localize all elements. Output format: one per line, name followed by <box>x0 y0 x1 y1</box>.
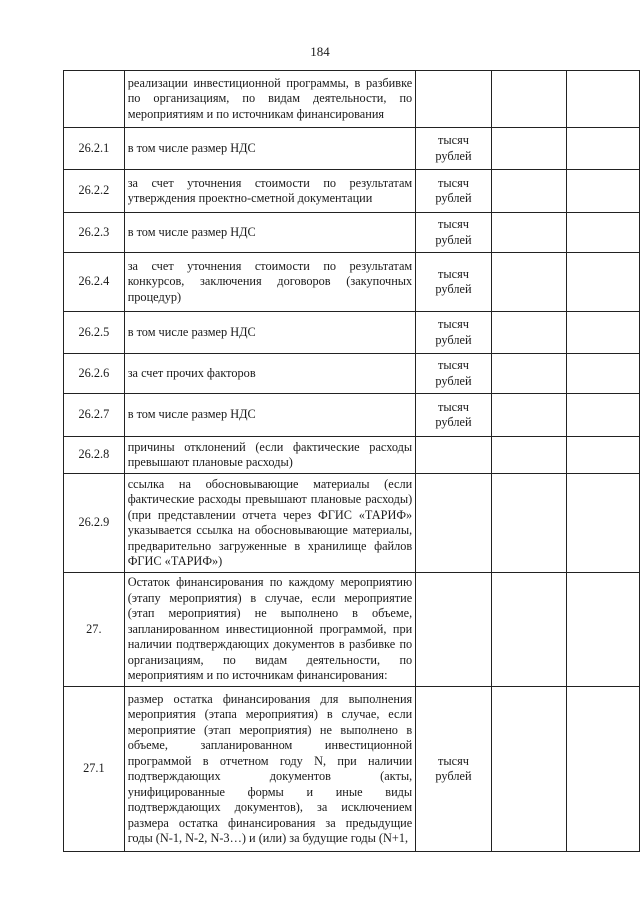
row-unit: тысяч рублей <box>416 394 492 437</box>
value-cell <box>491 71 566 128</box>
value-cell <box>491 312 566 354</box>
row-number: 26.2.8 <box>64 437 125 474</box>
table-row <box>64 170 640 213</box>
row-description: реализации инвестиционной программы, в разбивке по организациям, по видам деятельности, по мероприятиям и по источникам финансирования <box>124 71 416 128</box>
value-cell <box>566 213 639 253</box>
row-number: 26.2.2 <box>64 170 125 213</box>
page-number: 184 <box>310 44 330 59</box>
row-description: размер остатка финансирования для выполнения мероприятия (этапа мероприятия) в случае, если мероприятие (этап мероприятия) не выполнено в объеме, запланированном инвестиционной программой в отчетном году N, при наличии подтверждающих документов (акты, унифицированные формы и иные виды подтверждающих документов), за исключением размера остатка финансирования за предыдущие годы (N-1, N-2, N-3…) и (или) за будущие годы (N+1, <box>124 687 416 852</box>
table-row <box>64 253 640 312</box>
table-row <box>64 474 640 573</box>
table-row <box>64 312 640 354</box>
value-cell <box>566 437 639 474</box>
row-unit <box>416 437 492 474</box>
table-row <box>64 573 640 687</box>
value-cell <box>491 354 566 394</box>
table-row <box>64 394 640 437</box>
row-number: 27. <box>64 573 125 687</box>
row-number: 26.2.7 <box>64 394 125 437</box>
value-cell <box>491 687 566 852</box>
row-description: Остаток финансирования по каждому мероприятию (этапу мероприятия) в случае, если мероприятие (этап мероприятия) не выполнено в объеме, запланированном инвестиционной программой, при наличии подтверждающих документов в разбивке по организациям, по видам деятельности, по мероприятиям и по источникам финансирования: <box>124 573 416 687</box>
value-cell <box>491 474 566 573</box>
row-unit: тысяч рублей <box>416 312 492 354</box>
row-number: 26.2.9 <box>64 474 125 573</box>
value-cell <box>491 437 566 474</box>
row-unit <box>416 474 492 573</box>
value-cell <box>566 687 639 852</box>
table-row <box>64 437 640 474</box>
value-cell <box>566 394 639 437</box>
row-description: ссылка на обосновывающие материалы (если фактические расходы превышают плановые расходы) (при представлении отчета через ФГИС «ТАРИФ» указывается ссылка на обосновывающие материалы, предварительно загруженные в хранилище файлов ФГИС «ТАРИФ») <box>124 474 416 573</box>
row-number <box>64 71 125 128</box>
table-row <box>64 687 640 852</box>
row-number: 26.2.5 <box>64 312 125 354</box>
value-cell <box>491 394 566 437</box>
value-cell <box>566 474 639 573</box>
value-cell <box>491 170 566 213</box>
row-unit: тысяч рублей <box>416 128 492 170</box>
value-cell <box>566 128 639 170</box>
row-number: 26.2.4 <box>64 253 125 312</box>
value-cell <box>491 128 566 170</box>
row-unit: тысяч рублей <box>416 687 492 852</box>
row-unit: тысяч рублей <box>416 354 492 394</box>
row-number: 26.2.3 <box>64 213 125 253</box>
value-cell <box>491 573 566 687</box>
row-description: за счет уточнения стоимости по результатам утверждения проектно-сметной документации <box>124 170 416 213</box>
row-unit: тысяч рублей <box>416 213 492 253</box>
row-description: за счет прочих факторов <box>124 354 416 394</box>
row-number: 27.1 <box>64 687 125 852</box>
row-unit: тысяч рублей <box>416 170 492 213</box>
indicator-table <box>63 70 640 852</box>
value-cell <box>566 573 639 687</box>
row-unit: тысяч рублей <box>416 253 492 312</box>
row-description: в том числе размер НДС <box>124 394 416 437</box>
value-cell <box>491 253 566 312</box>
row-description: в том числе размер НДС <box>124 128 416 170</box>
row-description: в том числе размер НДС <box>124 213 416 253</box>
table-row <box>64 128 640 170</box>
value-cell <box>566 253 639 312</box>
value-cell <box>566 312 639 354</box>
table-row <box>64 71 640 128</box>
value-cell <box>566 71 639 128</box>
row-description: в том числе размер НДС <box>124 312 416 354</box>
row-unit <box>416 71 492 128</box>
row-unit <box>416 573 492 687</box>
row-description: за счет уточнения стоимости по результатам конкурсов, заключения договоров (закупочных процедур) <box>124 253 416 312</box>
row-description: причины отклонений (если фактические расходы превышают плановые расходы) <box>124 437 416 474</box>
value-cell <box>566 354 639 394</box>
value-cell <box>491 213 566 253</box>
table-row <box>64 354 640 394</box>
table-row <box>64 213 640 253</box>
value-cell <box>566 170 639 213</box>
row-number: 26.2.1 <box>64 128 125 170</box>
row-number: 26.2.6 <box>64 354 125 394</box>
